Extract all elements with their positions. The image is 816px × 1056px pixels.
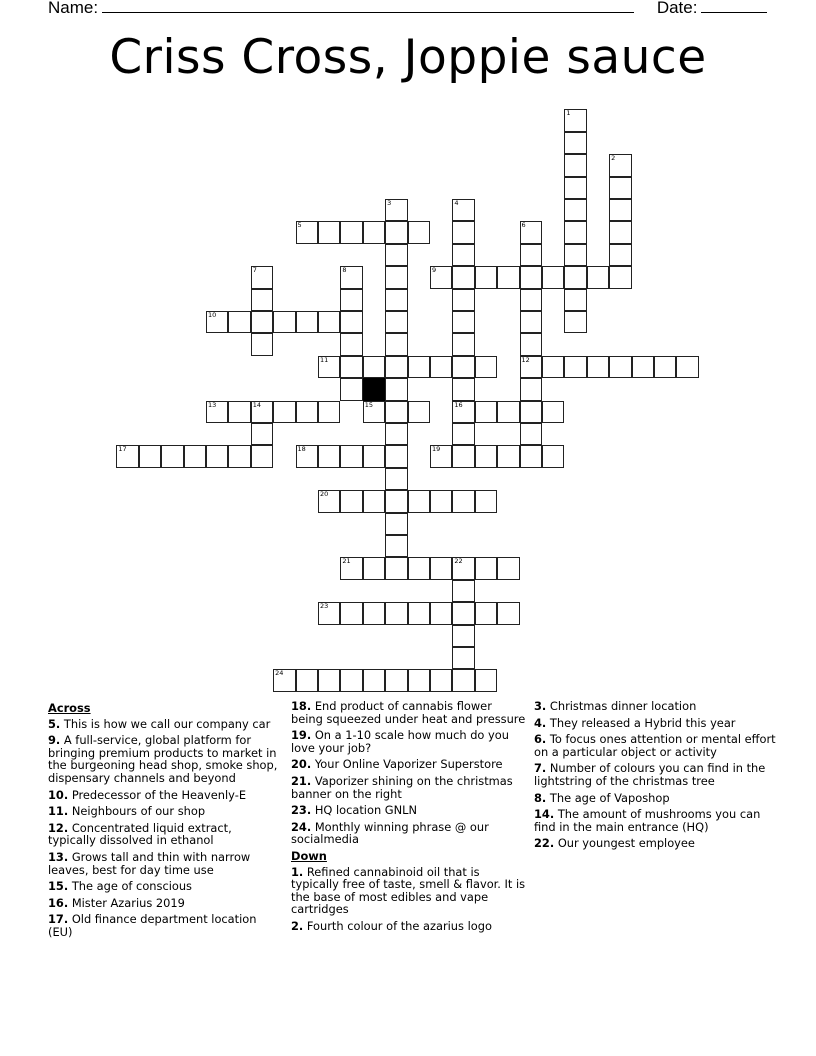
grid-cell[interactable] — [452, 557, 474, 579]
grid-cell[interactable] — [385, 311, 407, 333]
grid-cell[interactable] — [497, 445, 519, 467]
cell-number: 21 — [342, 557, 351, 566]
clue-number: 6. — [534, 732, 547, 747]
clue-across-18 — [291, 700, 527, 725]
down-heading: Down — [291, 848, 327, 863]
grid-cell[interactable] — [475, 490, 497, 512]
clue-across-24 — [291, 821, 527, 846]
clue-text: Concentrated liquid extract, typically dissolved in ethanol — [48, 820, 232, 848]
grid-cell[interactable] — [340, 289, 362, 311]
grid-cell[interactable] — [475, 602, 497, 624]
grid-cell[interactable] — [318, 311, 340, 333]
black-cell — [363, 378, 385, 400]
grid-cell[interactable] — [430, 266, 452, 288]
clue-text: Neighbours of our shop — [71, 804, 206, 819]
cell-number: 18 — [297, 445, 306, 454]
grid-cell[interactable] — [609, 266, 631, 288]
clue-text: Monthly winning phrase @ our socialmedia — [291, 819, 489, 847]
grid-cell[interactable] — [251, 266, 273, 288]
grid-cell[interactable] — [340, 490, 362, 512]
cell-number: 3 — [387, 198, 392, 207]
grid-cell[interactable] — [296, 669, 318, 691]
grid-cell[interactable] — [564, 199, 586, 221]
grid-cell[interactable] — [385, 513, 407, 535]
grid-cell[interactable] — [452, 289, 474, 311]
grid-cell[interactable] — [139, 445, 161, 467]
clue-down-6 — [534, 733, 779, 758]
cell-number: 7 — [252, 266, 257, 275]
clue-across-12 — [48, 822, 280, 847]
clue-across-16 — [48, 897, 280, 910]
grid-cell[interactable] — [520, 221, 542, 243]
grid-cell[interactable] — [363, 356, 385, 378]
grid-cell[interactable] — [452, 490, 474, 512]
cell-number: 24 — [275, 669, 284, 678]
clue-number: 22. — [534, 836, 555, 851]
clue-across-10 — [48, 789, 280, 802]
clues-column-2 — [291, 700, 527, 937]
grid-cell[interactable] — [273, 669, 295, 691]
grid-cell[interactable] — [385, 378, 407, 400]
grid-cell[interactable] — [564, 244, 586, 266]
clue-number: 14. — [534, 807, 555, 822]
clue-down-1 — [291, 866, 527, 916]
grid-cell[interactable] — [452, 602, 474, 624]
grid-cell[interactable] — [340, 602, 362, 624]
clue-across-23 — [291, 804, 527, 817]
clue-number: 11. — [48, 804, 69, 819]
grid-cell[interactable] — [430, 490, 452, 512]
clue-number: 7. — [534, 761, 547, 776]
grid-cell[interactable] — [497, 602, 519, 624]
clue-text: End product of cannabis flower being squeezed under heat and pressure — [291, 699, 526, 726]
grid-cell[interactable] — [363, 602, 385, 624]
clue-number: 19. — [291, 728, 312, 743]
grid-cell[interactable] — [520, 266, 542, 288]
grid-cell[interactable] — [318, 401, 340, 423]
clue-text: Refined cannabinoid oil that is typically free of taste, smell & flavor. It is the base of most edibles and vape cartridges — [291, 864, 526, 917]
cell-number: 14 — [252, 400, 262, 409]
clue-text: Your Online Vaporizer Superstore — [314, 757, 503, 772]
grid-cell[interactable] — [408, 557, 430, 579]
clue-across-13 — [48, 851, 280, 876]
clue-down-4 — [534, 717, 779, 730]
clue-across-9 — [48, 734, 280, 784]
across-heading: Across — [48, 701, 91, 715]
grid-cell[interactable] — [520, 244, 542, 266]
grid-cell[interactable] — [408, 602, 430, 624]
grid-cell[interactable] — [452, 333, 474, 355]
grid-cell[interactable] — [430, 356, 452, 378]
grid-cell[interactable] — [609, 177, 631, 199]
grid-cell[interactable] — [251, 333, 273, 355]
grid-cell[interactable] — [340, 557, 362, 579]
cell-number: 23 — [319, 602, 329, 611]
clues-column-1 — [48, 700, 280, 943]
grid-cell[interactable] — [520, 311, 542, 333]
grid-cell[interactable] — [340, 221, 362, 243]
grid-cell[interactable] — [340, 669, 362, 691]
grid-cell[interactable] — [318, 669, 340, 691]
grid-cell[interactable] — [609, 356, 631, 378]
cell-number: 1 — [566, 109, 571, 118]
clue-number: 2. — [291, 918, 304, 933]
grid-cell[interactable] — [228, 401, 250, 423]
grid-cell[interactable] — [251, 445, 273, 467]
grid-cell[interactable] — [251, 289, 273, 311]
clue-down-8 — [534, 792, 779, 805]
grid-cell[interactable] — [452, 423, 474, 445]
clue-text: This is how we call our company car — [63, 716, 271, 731]
grid-cell[interactable] — [385, 423, 407, 445]
clue-number: 20. — [291, 757, 312, 772]
clue-across-17 — [48, 913, 280, 938]
grid-cell[interactable] — [385, 333, 407, 355]
grid-cell[interactable] — [564, 289, 586, 311]
grid-cell[interactable] — [385, 557, 407, 579]
grid-cell[interactable] — [452, 378, 474, 400]
grid-cell[interactable] — [161, 445, 183, 467]
grid-cell[interactable] — [475, 356, 497, 378]
grid-cell[interactable] — [318, 221, 340, 243]
grid-cell[interactable] — [452, 647, 474, 669]
cell-number: 10 — [207, 310, 217, 319]
clue-down-14 — [534, 808, 779, 833]
grid-cell[interactable] — [408, 221, 430, 243]
grid-cell[interactable] — [340, 266, 362, 288]
clue-number: 3. — [534, 699, 547, 713]
grid-cell[interactable] — [363, 669, 385, 691]
grid-cell[interactable] — [632, 356, 654, 378]
clue-down-22 — [534, 837, 779, 850]
grid-cell[interactable] — [340, 445, 362, 467]
grid-cell[interactable] — [296, 445, 318, 467]
grid-cell[interactable] — [564, 154, 586, 176]
grid-cell[interactable] — [385, 535, 407, 557]
grid-cell[interactable] — [475, 266, 497, 288]
grid-cell[interactable] — [408, 356, 430, 378]
clue-across-19 — [291, 729, 527, 754]
grid-cell[interactable] — [452, 311, 474, 333]
clue-number: 9. — [48, 733, 61, 748]
grid-cell[interactable] — [273, 311, 295, 333]
grid-cell[interactable] — [385, 221, 407, 243]
grid-cell[interactable] — [363, 221, 385, 243]
clue-text: Grows tall and thin with narrow leaves, best for day time use — [48, 849, 251, 877]
grid-cell[interactable] — [564, 356, 586, 378]
grid-cell[interactable] — [340, 333, 362, 355]
grid-cell[interactable] — [430, 669, 452, 691]
grid-cell[interactable] — [251, 401, 273, 423]
cell-number: 5 — [297, 221, 302, 230]
clue-text: The age of conscious — [71, 879, 192, 894]
clue-number: 21. — [291, 773, 312, 788]
grid-cell[interactable] — [497, 401, 519, 423]
grid-cell[interactable] — [340, 356, 362, 378]
grid-cell[interactable] — [452, 356, 474, 378]
name-label: Name: — [48, 0, 99, 17]
grid-cell[interactable] — [609, 199, 631, 221]
grid-cell[interactable] — [520, 356, 542, 378]
clue-text: They released a Hybrid this year — [549, 715, 736, 730]
clue-down-3 — [534, 700, 779, 713]
grid-cell[interactable] — [206, 311, 228, 333]
grid-cell[interactable] — [363, 401, 385, 423]
grid-cell[interactable] — [542, 356, 564, 378]
grid-cell[interactable] — [452, 580, 474, 602]
grid-cell[interactable] — [430, 602, 452, 624]
clue-number: 1. — [291, 864, 304, 879]
clue-number: 12. — [48, 820, 69, 835]
clue-text: Our youngest employee — [557, 836, 695, 851]
clue-number: 4. — [534, 715, 547, 730]
grid-cell[interactable] — [609, 244, 631, 266]
grid-cell[interactable] — [654, 356, 676, 378]
cell-number: 8 — [342, 266, 347, 275]
grid-cell[interactable] — [452, 401, 474, 423]
clues-column-3 — [534, 700, 779, 854]
grid-cell[interactable] — [430, 445, 452, 467]
grid-cell[interactable] — [385, 445, 407, 467]
grid-cell[interactable] — [318, 490, 340, 512]
grid-cell[interactable] — [542, 401, 564, 423]
clue-text: Christmas dinner location — [549, 699, 697, 713]
clue-text: Vaporizer shining on the christmas banner on the right — [291, 773, 513, 801]
grid-cell[interactable] — [520, 445, 542, 467]
grid-cell[interactable] — [385, 289, 407, 311]
grid-cell[interactable] — [452, 244, 474, 266]
grid-cell[interactable] — [542, 266, 564, 288]
clue-number: 23. — [291, 803, 312, 818]
grid-cell[interactable] — [385, 356, 407, 378]
clue-number: 17. — [48, 912, 69, 927]
grid-cell[interactable] — [363, 490, 385, 512]
clue-text: Old finance department location (EU) — [48, 912, 257, 939]
grid-cell[interactable] — [318, 445, 340, 467]
grid-cell[interactable] — [520, 378, 542, 400]
grid-cell[interactable] — [475, 401, 497, 423]
grid-cell[interactable] — [385, 468, 407, 490]
clue-text: The age of Vaposhop — [549, 790, 670, 805]
cell-number: 13 — [207, 400, 217, 409]
clue-down-2 — [291, 920, 527, 933]
clue-text: Fourth colour of the azarius logo — [306, 918, 492, 933]
cell-number: 15 — [364, 400, 374, 409]
clue-text: To focus ones attention or mental effort on a particular object or activity — [534, 732, 776, 759]
cell-number: 6 — [521, 221, 526, 230]
grid-cell[interactable] — [676, 356, 698, 378]
grid-cell[interactable] — [385, 490, 407, 512]
grid-cell[interactable] — [273, 401, 295, 423]
date-label: Date: — [656, 0, 698, 17]
grid-cell[interactable] — [340, 311, 362, 333]
cell-number: 17 — [118, 445, 127, 454]
cell-number: 19 — [431, 445, 441, 454]
clue-across-21 — [291, 775, 527, 800]
grid-cell[interactable] — [564, 109, 586, 131]
clue-text: A full-service, global platform for bringing premium products to market in the burgeoning head shop, smoke shop, dispensary channels and beyond — [48, 733, 278, 785]
grid-cell[interactable] — [296, 311, 318, 333]
clue-number: 18. — [291, 699, 312, 713]
grid-cell[interactable] — [116, 445, 138, 467]
cell-number: 22 — [454, 557, 463, 566]
grid-cell[interactable] — [452, 625, 474, 647]
grid-cell[interactable] — [564, 221, 586, 243]
grid-cell[interactable] — [452, 669, 474, 691]
clue-number: 16. — [48, 895, 69, 910]
clue-across-11 — [48, 805, 280, 818]
grid-cell[interactable] — [228, 311, 250, 333]
grid-cell[interactable] — [251, 423, 273, 445]
grid-cell[interactable] — [228, 445, 250, 467]
grid-cell[interactable] — [452, 445, 474, 467]
grid-cell[interactable] — [609, 221, 631, 243]
puzzle-title: Criss Cross, Joppie sauce — [109, 30, 707, 85]
cell-number: 12 — [521, 355, 530, 364]
grid-cell[interactable] — [542, 445, 564, 467]
grid-cell[interactable] — [587, 356, 609, 378]
clue-text: HQ location GNLN — [314, 803, 417, 818]
grid-cell[interactable] — [184, 445, 206, 467]
grid-cell[interactable] — [564, 311, 586, 333]
clue-text: On a 1-10 scale how much do you love your job? — [291, 728, 509, 755]
clue-number: 10. — [48, 787, 69, 802]
grid-cell[interactable] — [564, 132, 586, 154]
grid-cell[interactable] — [452, 199, 474, 221]
grid-cell[interactable] — [564, 177, 586, 199]
grid-cell[interactable] — [385, 199, 407, 221]
grid-cell[interactable] — [430, 557, 452, 579]
grid-cell[interactable] — [206, 401, 228, 423]
grid-cell[interactable] — [587, 266, 609, 288]
clue-text: Number of colours you can find in the lightstring of the christmas tree — [534, 761, 766, 788]
grid-cell[interactable] — [363, 557, 385, 579]
grid-cell[interactable] — [520, 333, 542, 355]
grid-cell[interactable] — [609, 154, 631, 176]
grid-cell[interactable] — [296, 221, 318, 243]
grid-cell[interactable] — [318, 602, 340, 624]
grid-cell[interactable] — [363, 445, 385, 467]
clue-text: Mister Azarius 2019 — [71, 895, 185, 910]
grid-cell[interactable] — [408, 401, 430, 423]
grid-cell[interactable] — [564, 266, 586, 288]
grid-cell[interactable] — [475, 445, 497, 467]
cell-number: 20 — [319, 490, 329, 499]
grid-cell[interactable] — [251, 311, 273, 333]
clue-number: 8. — [534, 790, 547, 805]
grid-cell[interactable] — [520, 423, 542, 445]
cell-number: 2 — [611, 154, 616, 163]
grid-cell[interactable] — [408, 669, 430, 691]
clue-text: Predecessor of the Heavenly-E — [71, 787, 247, 802]
grid-cell[interactable] — [452, 221, 474, 243]
cell-number: 4 — [454, 198, 459, 207]
grid-cell[interactable] — [318, 356, 340, 378]
clue-across-20 — [291, 758, 527, 771]
grid-cell[interactable] — [497, 266, 519, 288]
clue-number: 24. — [291, 819, 312, 834]
clue-number: 13. — [48, 849, 69, 864]
grid-cell[interactable] — [296, 401, 318, 423]
grid-cell[interactable] — [520, 289, 542, 311]
grid-cell[interactable] — [497, 557, 519, 579]
cell-number: 16 — [454, 400, 463, 409]
grid-cell[interactable] — [408, 490, 430, 512]
grid-cell[interactable] — [452, 266, 474, 288]
grid-cell[interactable] — [385, 244, 407, 266]
clue-number: 5. — [48, 716, 61, 731]
grid-cell[interactable] — [520, 401, 542, 423]
clue-number: 15. — [48, 879, 69, 894]
grid-cell[interactable] — [340, 378, 362, 400]
grid-cell[interactable] — [206, 445, 228, 467]
grid-cell[interactable] — [475, 669, 497, 691]
grid-cell[interactable] — [475, 557, 497, 579]
grid-cell[interactable] — [385, 266, 407, 288]
cell-number: 9 — [431, 266, 437, 275]
grid-cell[interactable] — [385, 669, 407, 691]
grid-cell[interactable] — [385, 602, 407, 624]
clue-text: The amount of mushrooms you can find in the main entrance (HQ) — [534, 807, 761, 834]
clue-across-5 — [48, 718, 280, 731]
cell-number: 11 — [319, 355, 329, 364]
grid-cell[interactable] — [385, 401, 407, 423]
clue-down-7 — [534, 762, 779, 787]
clue-across-15 — [48, 880, 280, 893]
